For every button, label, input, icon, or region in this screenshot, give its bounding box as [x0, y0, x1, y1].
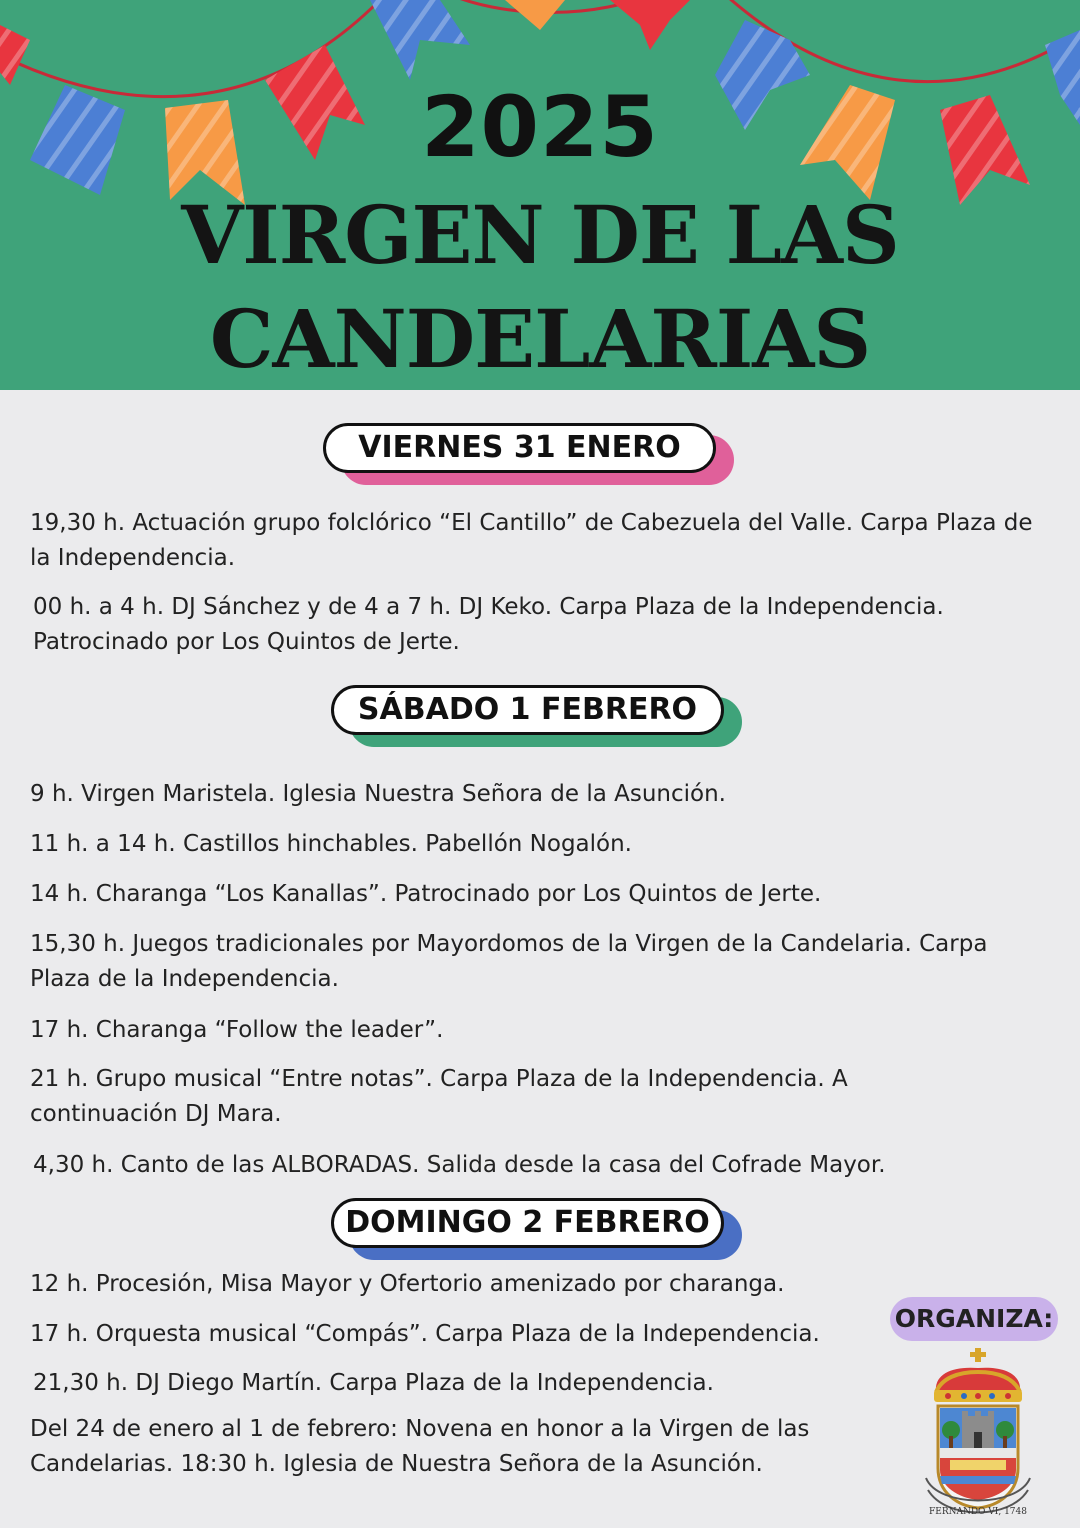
event-item: 4,30 h. Canto de las ALBORADAS. Salida desde la casa del Cofrade Mayor.: [33, 1152, 886, 1178]
day-header-viernes: [323, 423, 716, 473]
event-item: 21,30 h. DJ Diego Martín. Carpa Plaza de la Independencia.: [33, 1370, 714, 1396]
crown-icon: [934, 1348, 1022, 1402]
header-banner: [0, 0, 1080, 390]
event-item: Del 24 de enero al 1 de febrero: Novena en honor a la Virgen de las Candelarias. 18:30 h. Iglesia de Nuestra Señora de la Asunción.: [30, 1416, 810, 1477]
event-item: 11 h. a 14 h. Castillos hinchables. Pabellón Nogalón.: [30, 831, 632, 857]
day-label: VIERNES 31 ENERO: [323, 423, 716, 473]
town-crest-icon: [918, 1348, 1038, 1520]
event-item: 17 h. Charanga “Follow the leader”.: [30, 1017, 444, 1043]
day-header-sabado: [331, 685, 724, 735]
event-item: 17 h. Orquesta musical “Compás”. Carpa Plaza de la Independencia.: [30, 1321, 820, 1347]
crest-motto: FERNANDO VI, 1748: [929, 1507, 1027, 1517]
flag-red-left: [0, 20, 30, 85]
organiza-badge: ORGANIZA:: [890, 1297, 1058, 1341]
event-item: 15,30 h. Juegos tradicionales por Mayordomos de la Virgen de la Candelaria. Carpa Plaza de la Independencia.: [30, 931, 988, 992]
event-title-line2: CANDELARIAS: [209, 292, 871, 386]
event-item: 12 h. Procesión, Misa Mayor y Ofertorio amenizado por charanga.: [30, 1271, 785, 1297]
flag-orange-top: [505, 0, 565, 30]
event-year: 2025: [421, 78, 659, 176]
day-label: DOMINGO 2 FEBRERO: [331, 1198, 724, 1248]
event-item: 14 h. Charanga “Los Kanallas”. Patrocinado por Los Quintos de Jerte.: [30, 881, 822, 907]
event-item: 21 h. Grupo musical “Entre notas”. Carpa Plaza de la Independencia. A continuación DJ Mara.: [30, 1066, 848, 1127]
event-item: 00 h. a 4 h. DJ Sánchez y de 4 a 7 h. DJ Keko. Carpa Plaza de la Independencia. Patrocinado por Los Quintos de Jerte.: [33, 594, 944, 655]
event-item: 19,30 h. Actuación grupo folclórico “El Cantillo” de Cabezuela del Valle. Carpa Plaza de la Independencia.: [30, 510, 1033, 571]
day-header-domingo: [331, 1198, 724, 1248]
event-title-line1: VIRGEN DE LAS: [181, 188, 899, 282]
day-label: SÁBADO 1 FEBRERO: [331, 685, 724, 735]
flag-blue-top: [370, 0, 470, 80]
flag-red-top: [610, 0, 690, 50]
event-item: 9 h. Virgen Maristela. Iglesia Nuestra Señora de la Asunción.: [30, 781, 726, 807]
